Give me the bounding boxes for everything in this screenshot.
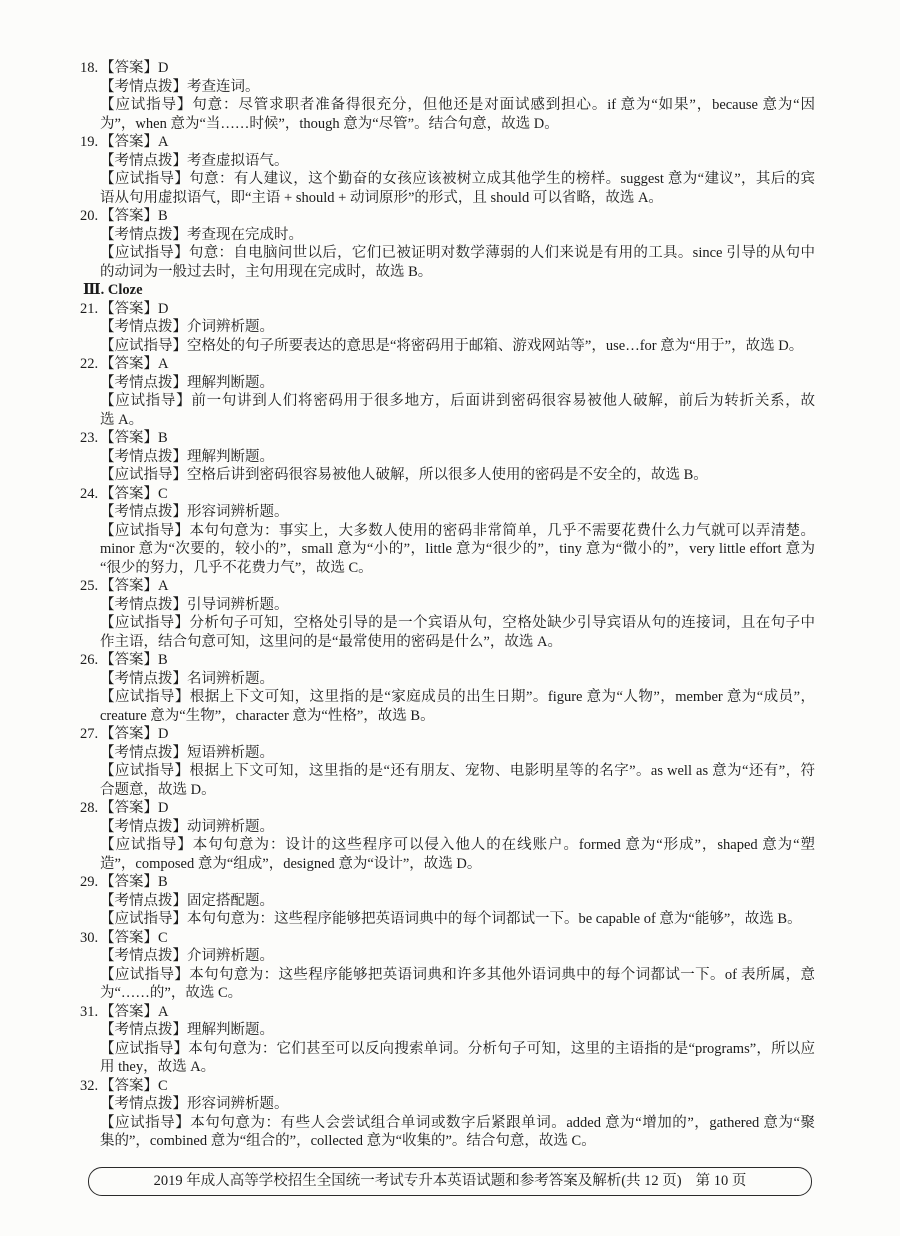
guide-text: creature 意为“生物”，character 意为“性格”，故选 B。 <box>100 707 435 724</box>
answer-item <box>80 207 815 281</box>
guide-label: 【应试指导】 <box>100 966 190 983</box>
question-number: 22. <box>80 356 99 372</box>
answer-value: D <box>158 800 169 816</box>
answer-item <box>80 485 815 578</box>
guide-line <box>80 1040 815 1059</box>
answer-value: C <box>158 485 168 502</box>
analysis-line <box>80 318 815 337</box>
analysis-line <box>80 744 815 763</box>
answer-label: 【答案】 <box>100 1003 158 1020</box>
guide-line <box>80 170 815 189</box>
guide-line <box>80 96 815 115</box>
guide-text: 本句句意为：事实上，大多数人使用的密码非常简单，几乎不需要花费什么力气就可以弄清楚。 <box>189 522 815 539</box>
answer-line <box>80 1077 815 1096</box>
answer-item <box>80 873 815 929</box>
answer-label: 【答案】 <box>100 208 158 224</box>
analysis-line <box>80 1021 815 1040</box>
answer-value: A <box>158 1003 169 1020</box>
answer-label: 【答案】 <box>100 929 158 946</box>
guide-text: 用 they，故选 A。 <box>100 1059 216 1075</box>
answer-value: B <box>158 652 168 668</box>
answer-line <box>80 485 815 504</box>
answer-line <box>80 873 815 892</box>
answer-label: 【答案】 <box>100 800 158 816</box>
guide-line <box>80 392 815 411</box>
answer-line <box>80 651 815 670</box>
answer-item <box>80 1003 815 1077</box>
answer-line <box>80 577 815 596</box>
guide-line <box>80 522 815 541</box>
analysis-text: 形容词辨析题。 <box>187 504 289 520</box>
analysis-label: 【考情点拨】 <box>100 596 187 613</box>
answer-value: C <box>158 1077 168 1094</box>
guide-text: minor 意为“次要的，较小的”，small 意为“小的”，little 意为“很少的”，tiny 意为“微小的”，very little effort 意为 <box>100 541 815 557</box>
analysis-label: 【考情点拨】 <box>100 1022 187 1038</box>
analysis-line <box>80 1095 815 1114</box>
analysis-text: 固定搭配题。 <box>187 892 274 909</box>
guide-text: 本句句意为：有些人会尝试组合单词或数字后紧跟单词。added 意为“增加的”，gathered 意为“聚 <box>190 1114 815 1131</box>
guide-text: 作主语，结合句意可知，这里问的是“最常使用的密码是什么”，故选 A。 <box>100 633 562 650</box>
guide-text: 的动词为一般过去时，主句用现在完成时，故选 B。 <box>100 263 433 280</box>
guide-text: 为“……的”，故选 C。 <box>100 985 243 1001</box>
guide-text: 本句句意为：它们甚至可以反向搜索单词。分析句子可知，这里的主语指的是“programs”，所以应 <box>188 1040 815 1057</box>
question-number: 26. <box>80 652 99 668</box>
question-number: 27. <box>80 726 99 742</box>
answer-item <box>80 300 815 356</box>
answer-line <box>80 59 815 78</box>
analysis-text: 短语辨析题。 <box>187 744 274 761</box>
guide-line <box>80 540 815 559</box>
page-footer <box>88 1167 812 1196</box>
answer-value: B <box>158 874 168 890</box>
guide-text: 本句句意为：这些程序能够把英语词典和许多其他外语词典中的每个词都试一下。of 表所属，意 <box>189 966 815 983</box>
analysis-text: 考查虚拟语气。 <box>187 152 289 169</box>
answer-item <box>80 929 815 1003</box>
footer-title: 2019 年成人高等学校招生全国统一考试专升本英语试题和参考答案及解析(共 12 页) <box>153 1173 682 1189</box>
answer-line <box>80 355 815 374</box>
guide-label: 【应试指导】 <box>100 245 189 261</box>
answer-item <box>80 355 815 429</box>
analysis-label: 【考情点拨】 <box>100 948 187 964</box>
analysis-label: 【考情点拨】 <box>100 448 187 465</box>
question-number: 19. <box>80 134 99 150</box>
answer-label: 【答案】 <box>100 1077 158 1094</box>
analysis-text: 引导词辨析题。 <box>187 596 289 613</box>
answer-line <box>80 300 815 319</box>
guide-text: 句意：自电脑问世以后，它们已被证明对数学薄弱的人们来说是有用的工具。since 引导的从句中 <box>188 245 815 261</box>
guide-label: 【应试指导】 <box>100 911 187 927</box>
answer-value: D <box>158 300 169 317</box>
question-number: 31. <box>80 1003 99 1020</box>
analysis-line <box>80 503 815 522</box>
analysis-line <box>80 78 815 97</box>
guide-line <box>80 781 815 800</box>
answer-label: 【答案】 <box>100 356 158 372</box>
question-number: 32. <box>80 1077 99 1094</box>
analysis-line <box>80 818 815 837</box>
question-number: 24. <box>80 485 99 502</box>
guide-line <box>80 244 815 263</box>
answer-line <box>80 429 815 448</box>
answer-value: A <box>158 578 169 594</box>
guide-text: 前一句讲到人们将密码用于很多地方，后面讲到密码很容易被他人破解，前后为转折关系，故 <box>191 393 815 409</box>
answer-value: D <box>158 726 169 742</box>
guide-text: 句意：有人建议，这个勤奋的女孩应该被树立成其他学生的榜样。suggest 意为“建议”，其后的宾 <box>189 171 815 187</box>
guide-line <box>80 762 815 781</box>
answer-label: 【答案】 <box>100 578 158 594</box>
answer-item <box>80 725 815 799</box>
answer-label: 【答案】 <box>100 874 158 890</box>
guide-line <box>80 411 815 430</box>
guide-text: 本句句意为：这些程序能够把英语词典中的每个词都试一下。be capable of 意为“能够”，故选 B。 <box>187 911 802 927</box>
question-number: 25. <box>80 578 99 594</box>
guide-label: 【应试指导】 <box>100 763 190 779</box>
question-number: 29. <box>80 874 99 890</box>
analysis-line <box>80 226 815 245</box>
guide-line <box>80 263 815 282</box>
answer-item <box>80 59 815 133</box>
answer-line <box>80 799 815 818</box>
guide-line <box>80 984 815 1003</box>
guide-line <box>80 1058 815 1077</box>
guide-line <box>80 337 815 356</box>
question-number: 30. <box>80 929 99 946</box>
answer-label: 【答案】 <box>100 485 158 502</box>
analysis-text: 考查现在完成时。 <box>187 226 303 243</box>
analysis-line <box>80 596 815 615</box>
guide-line <box>80 966 815 985</box>
guide-label: 【应试指导】 <box>100 467 187 483</box>
analysis-label: 【考情点拨】 <box>100 78 187 95</box>
analysis-text: 理解判断题。 <box>187 374 274 391</box>
guide-line <box>80 910 815 929</box>
answer-value: A <box>158 134 169 150</box>
question-number: 21. <box>80 300 99 317</box>
guide-line <box>80 1132 815 1151</box>
analysis-label: 【考情点拨】 <box>100 892 187 909</box>
guide-line <box>80 633 815 652</box>
analysis-label: 【考情点拨】 <box>100 319 187 335</box>
answer-label: 【答案】 <box>100 60 158 76</box>
analysis-text: 介词辨析题。 <box>187 948 274 964</box>
footer-page-number: 第 10 页 <box>695 1173 747 1189</box>
guide-line <box>80 614 815 633</box>
question-number: 20. <box>80 208 99 224</box>
answer-item <box>80 1077 815 1151</box>
guide-text: 空格处的句子所要表达的意思是“将密码用于邮箱、游戏网站等”，use…for 意为“用于”，故选 D。 <box>187 337 804 354</box>
guide-line <box>80 189 815 208</box>
analysis-text: 考查连词。 <box>187 78 260 95</box>
guide-text: 选 A。 <box>100 411 144 428</box>
analysis-text: 理解判断题。 <box>187 448 274 465</box>
guide-text: 语从句用虚拟语气，即“主语 + should + 动词原形”的形式，且 should 可以省略，故选 A。 <box>100 189 663 206</box>
answer-line <box>80 725 815 744</box>
analysis-line <box>80 152 815 171</box>
analysis-line <box>80 670 815 689</box>
answer-label: 【答案】 <box>100 726 158 742</box>
guide-text: 本句句意为：设计的这些程序可以侵入他人的在线账户。formed 意为“形成”，shaped 意为“塑 <box>192 837 815 853</box>
guide-line <box>80 855 815 874</box>
answer-line <box>80 207 815 226</box>
guide-label: 【应试指导】 <box>100 97 193 113</box>
answer-value: D <box>158 60 169 76</box>
section-heading: Ⅲ. Cloze <box>83 282 143 298</box>
analysis-line <box>80 892 815 911</box>
guide-label: 【应试指导】 <box>100 615 190 631</box>
guide-text: 造”，composed 意为“组成”，designed 意为“设计”，故选 D。 <box>100 855 482 872</box>
answer-value: B <box>158 430 168 446</box>
analysis-line <box>80 947 815 966</box>
analysis-text: 介词辨析题。 <box>187 319 274 335</box>
question-number: 28. <box>80 800 99 816</box>
guide-label: 【应试指导】 <box>100 522 190 539</box>
analysis-line <box>80 448 815 467</box>
answer-item <box>80 133 815 207</box>
guide-text: “很少的努力，几乎不花费力气”，故选 C。 <box>100 559 373 576</box>
guide-text: 分析句子可知，空格处引导的是一个宾语从句，空格处缺少引导宾语从句的连接词，且在句子中 <box>189 615 815 631</box>
analysis-text: 形容词辨析题。 <box>187 1096 289 1112</box>
guide-text: 句意：尽管求职者准备得很充分，但他还是对面试感到担心。if 意为“如果”，because 意为“因 <box>192 97 815 113</box>
analysis-label: 【考情点拨】 <box>100 744 187 761</box>
answer-label: 【答案】 <box>100 652 158 668</box>
guide-label: 【应试指导】 <box>100 1040 189 1057</box>
guide-label: 【应试指导】 <box>100 689 190 705</box>
answer-label: 【答案】 <box>100 134 158 150</box>
analysis-label: 【考情点拨】 <box>100 152 187 169</box>
guide-label: 【应试指导】 <box>100 393 192 409</box>
guide-line <box>80 836 815 855</box>
guide-line <box>80 688 815 707</box>
analysis-text: 动词辨析题。 <box>187 818 274 835</box>
analysis-label: 【考情点拨】 <box>100 670 187 687</box>
analysis-line <box>80 374 815 393</box>
analysis-text: 名词辨析题。 <box>187 670 274 687</box>
guide-line <box>80 559 815 578</box>
guide-text: 集的”，combined 意为“组合的”，collected 意为“收集的”。结合句意，故选 C。 <box>100 1133 596 1149</box>
answer-item <box>80 799 815 873</box>
guide-line <box>80 707 815 726</box>
answer-label: 【答案】 <box>100 430 158 446</box>
answer-value: B <box>158 208 168 224</box>
guide-label: 【应试指导】 <box>100 837 193 853</box>
answer-key-body <box>80 59 815 1151</box>
guide-text: 根据上下文可知，这里指的是“家庭成员的出生日期”。figure 意为“人物”，member 意为“成员”， <box>189 689 815 705</box>
guide-text: 根据上下文可知，这里指的是“还有朋友、宠物、电影明星等的名字”。as well as 意为“还有”，符 <box>189 763 815 779</box>
answer-value: C <box>158 929 168 946</box>
guide-text: 为”，when 意为“当……时候”，though 意为“尽管”。结合句意，故选 D。 <box>100 115 559 132</box>
guide-label: 【应试指导】 <box>100 1114 191 1131</box>
answer-line <box>80 133 815 152</box>
answer-line <box>80 1003 815 1022</box>
answer-item <box>80 577 815 651</box>
answer-value: A <box>158 356 169 372</box>
guide-line <box>80 466 815 485</box>
analysis-label: 【考情点拨】 <box>100 504 187 520</box>
guide-line <box>80 1114 815 1133</box>
analysis-label: 【考情点拨】 <box>100 818 187 835</box>
answer-item <box>80 651 815 725</box>
guide-line <box>80 115 815 134</box>
analysis-text: 理解判断题。 <box>187 1022 274 1038</box>
guide-label: 【应试指导】 <box>100 171 190 187</box>
answer-line <box>80 929 815 948</box>
question-number: 18. <box>80 60 99 76</box>
question-number: 23. <box>80 430 99 446</box>
answer-item <box>80 429 815 485</box>
analysis-label: 【考情点拨】 <box>100 1096 187 1112</box>
guide-text: 合题意，故选 D。 <box>100 781 216 798</box>
analysis-label: 【考情点拨】 <box>100 374 187 391</box>
answer-label: 【答案】 <box>100 300 158 317</box>
guide-text: 空格后讲到密码很容易被他人破解，所以很多人使用的密码是不安全的，故选 B。 <box>187 467 708 483</box>
analysis-label: 【考情点拨】 <box>100 226 187 243</box>
guide-label: 【应试指导】 <box>100 337 187 354</box>
